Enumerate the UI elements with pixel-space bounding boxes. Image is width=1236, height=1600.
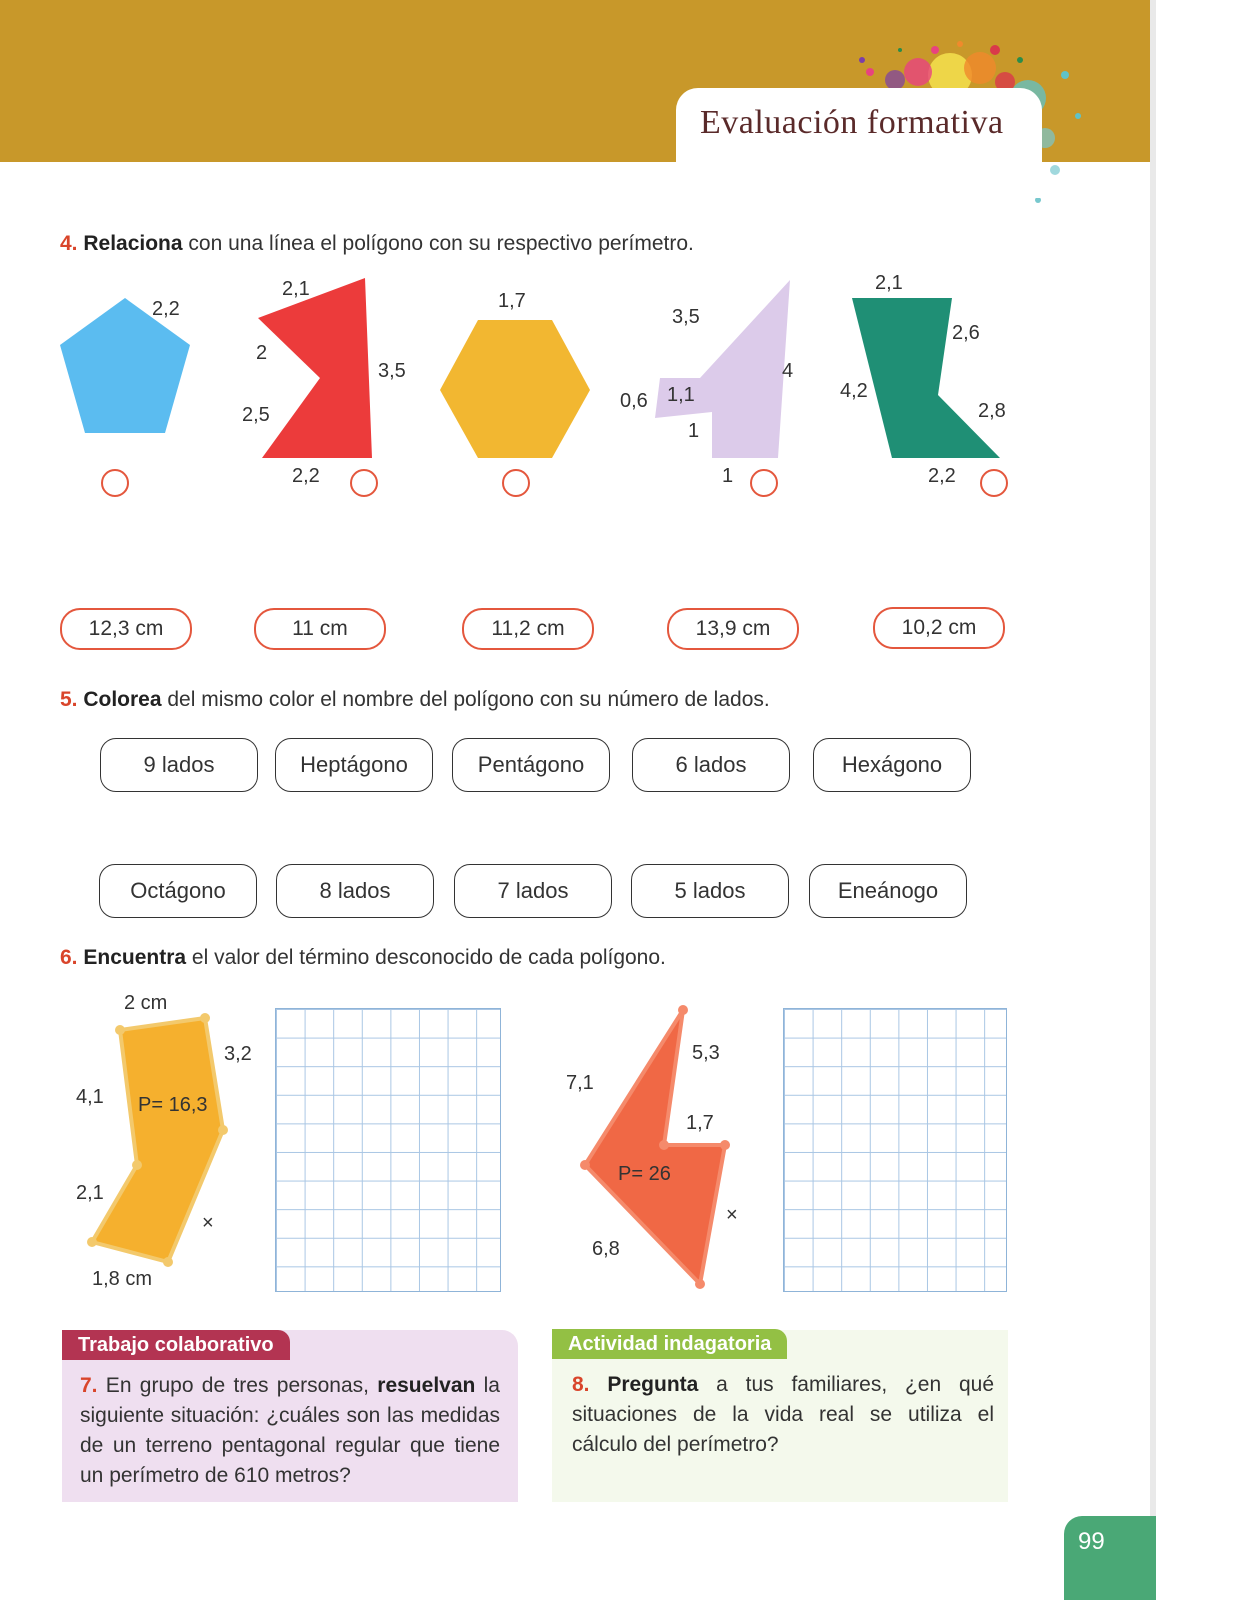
hexagon-connector[interactable] <box>502 469 530 497</box>
teal-left-label: 4,2 <box>840 380 868 402</box>
lilac-step-label: 1,1 <box>667 384 695 406</box>
poly2-unknown-label: × <box>726 1204 738 1226</box>
lilac-polygon-connector[interactable] <box>750 469 778 497</box>
perimeter-option-1[interactable]: 12,3 cm <box>60 608 192 650</box>
question-6-text: el valor del término desconocido de cada polígono. <box>186 946 666 969</box>
red-left-upper-label: 2 <box>256 342 268 364</box>
question-5-number: 5. <box>60 688 78 711</box>
hexagon-side-label: 1,7 <box>498 290 526 312</box>
option-9-lados[interactable]: 9 lados <box>100 738 258 792</box>
pentagon-side-label: 2,2 <box>152 298 180 320</box>
page-edge <box>1150 0 1156 1600</box>
question-8-number: 8. <box>572 1373 590 1396</box>
teal-polygon-connector[interactable] <box>980 469 1008 497</box>
teal-lower-right-label: 2,8 <box>978 400 1006 422</box>
question-4-number: 4. <box>60 232 78 255</box>
red-left-lower-label: 2,5 <box>242 404 270 426</box>
question-5 <box>60 688 770 712</box>
inquiry-tag: Actividad indagatoria <box>552 1329 787 1359</box>
answer-grid-1[interactable] <box>275 1008 501 1292</box>
page-title: Evaluación formativa <box>700 104 1004 141</box>
lilac-bottom-label: 1 <box>722 465 734 487</box>
red-polygon-shape <box>258 278 372 458</box>
poly1-top-label: 2 cm <box>124 992 168 1014</box>
poly2-bottom-left-label: 6,8 <box>592 1238 620 1260</box>
red-polygon-connector[interactable] <box>350 469 378 497</box>
poly1-unknown-label: × <box>202 1212 214 1234</box>
red-top-label: 2,1 <box>282 278 310 300</box>
option-pentagono[interactable]: Pentágono <box>452 738 610 792</box>
question-4-text: con una línea el polígono con su respectivo perímetro. <box>182 232 694 255</box>
question-8-verb: Pregunta <box>607 1373 699 1396</box>
question-6-number: 6. <box>60 946 78 969</box>
answer-grid-2[interactable] <box>783 1008 1007 1292</box>
hexagon-shape <box>440 320 590 458</box>
option-eneanogo[interactable]: Eneánogo <box>809 864 967 918</box>
perimeter-option-3[interactable]: 11,2 cm <box>462 608 594 650</box>
poly1-lower-left-label: 2,1 <box>76 1182 104 1204</box>
lilac-top-label: 3,5 <box>672 306 700 328</box>
option-7-lados[interactable]: 7 lados <box>454 864 612 918</box>
page-number: 99 <box>1078 1528 1105 1555</box>
option-8-lados[interactable]: 8 lados <box>276 864 434 918</box>
teal-upper-right-label: 2,6 <box>952 322 980 344</box>
perimeter-option-2[interactable]: 11 cm <box>254 608 386 650</box>
question-4 <box>60 232 694 256</box>
option-6-lados[interactable]: 6 lados <box>632 738 790 792</box>
question-6-verb: Encuentra <box>83 946 187 969</box>
question-7-verb: resuelvan <box>377 1374 476 1397</box>
pentagon-connector[interactable] <box>101 469 129 497</box>
poly1-bottom-label: 1,8 cm <box>92 1268 153 1290</box>
teal-top-label: 2,1 <box>875 272 903 294</box>
poly1-left-label: 4,1 <box>76 1086 104 1108</box>
teal-bottom-label: 2,2 <box>928 465 956 487</box>
poly2-inner-label: 1,7 <box>686 1112 714 1134</box>
option-hexagono[interactable]: Hexágono <box>813 738 971 792</box>
perimeter-option-5[interactable]: 10,2 cm <box>873 607 1005 649</box>
red-bottom-label: 2,2 <box>292 465 320 487</box>
red-right-label: 3,5 <box>378 360 406 382</box>
option-octagono[interactable]: Octágono <box>99 864 257 918</box>
collab-tag: Trabajo colaborativo <box>62 1330 290 1360</box>
question-4-verb: Relaciona <box>83 232 183 255</box>
lilac-right-label: 4 <box>782 360 794 382</box>
poly2-left-label: 7,1 <box>566 1072 594 1094</box>
poly1-perimeter-label: P= 16,3 <box>138 1094 208 1116</box>
perimeter-option-4[interactable]: 13,9 cm <box>667 608 799 650</box>
poly1-right-label: 3,2 <box>224 1043 252 1065</box>
question-8 <box>572 1370 994 1460</box>
question-7-text: la siguiente situación: ¿cuáles son las medidas de un terreno pentagonal regular que tiene un perímetro de 610 metros? <box>80 1374 500 1487</box>
poly2-upper-right-label: 5,3 <box>692 1042 720 1064</box>
question-7 <box>80 1371 500 1491</box>
lilac-left-label: 0,6 <box>620 390 648 412</box>
question-7-pre: En grupo de tres personas, <box>97 1374 378 1397</box>
question-8-text: a tus familiares, ¿en qué situaciones de la vida real se utiliza el cálculo del perímetro? <box>572 1373 994 1456</box>
question-5-text: del mismo color el nombre del polígono con su número de lados. <box>161 688 770 711</box>
question-5-verb: Colorea <box>83 688 162 711</box>
lilac-inner-label: 1 <box>688 420 700 442</box>
option-5-lados[interactable]: 5 lados <box>631 864 789 918</box>
question-7-number: 7. <box>80 1374 98 1397</box>
option-heptagono[interactable]: Heptágono <box>275 738 433 792</box>
poly2-perimeter-label: P= 26 <box>618 1163 671 1185</box>
question-6 <box>60 946 666 970</box>
